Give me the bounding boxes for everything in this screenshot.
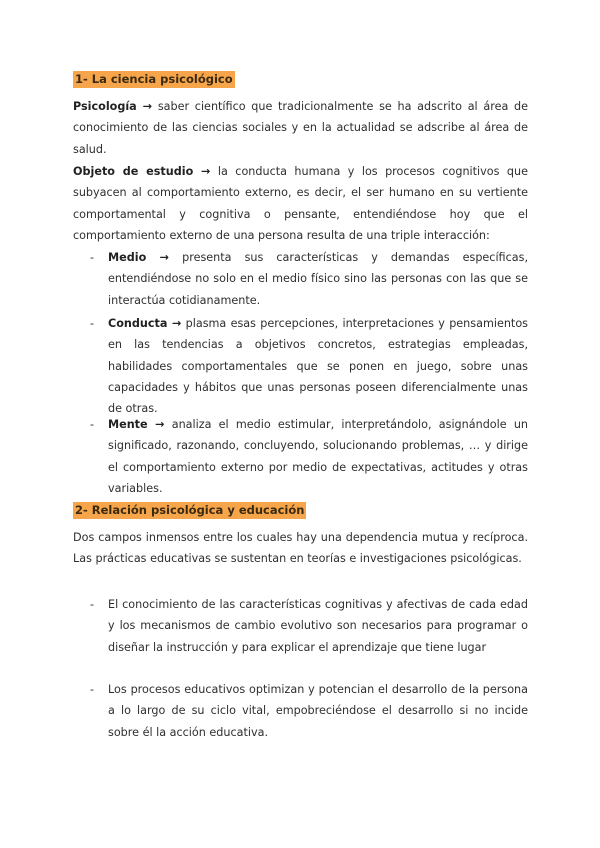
list-item-conocimiento [90,594,528,658]
bullet-dash: - [90,683,95,696]
bullet-dash: - [90,317,95,330]
relacion-paragraph: Dos campos inmensos entre los cuales hay una dependencia mutua y recíproca. Las prácticas educativas se sustentan en teorías e investigaciones psicológicas. [73,531,528,566]
bullet-dash: - [90,598,95,611]
section-1-heading: 1- La ciencia psicológico [75,72,233,86]
list-item-procesos [90,679,528,743]
conducta-text: plasma esas percepciones, interpretaciones y pensamientos en las tendencias a objetivos concretos, estrategias empleadas, habilidades comportamentales que se ponen en juego, sobre unas capacidades y hábitos que unas personas poseen diferencialmente unas de otras. [108,317,528,416]
medio-text: presenta sus características y demandas específicas, entendiéndose no solo en el medio físico sino las personas con las que se interactúa cotidianamente. [108,251,528,307]
list-item-medio [90,247,528,311]
objeto-estudio-paragraph [73,161,528,246]
objeto-estudio-term: Objeto de estudio → [73,165,211,178]
psicologia-definition: saber científico que tradicionalmente se ha adscrito al área de conocimiento de las ciencias sociales y en la actualidad se adscribe al área de salud. [73,100,528,156]
mente-term: Mente → [108,418,165,431]
list-item-conducta [90,313,528,419]
objeto-estudio-definition: la conducta humana y los procesos cognitivos que subyacen al comportamiento externo, es decir, el ser humano en su vertiente comportamental y cognitiva o pensante, entendiéndose hoy que el comportamiento externo de una persona resulta de una triple interacción: [73,165,528,242]
conocimiento-text: El conocimiento de las características cognitivas y afectivas de cada edad y los mecanismos de cambio evolutivo son necesarios para programar o diseñar la instrucción y para explicar el aprendizaje que tiene lugar [108,598,528,654]
medio-term: Medio → [108,251,170,264]
section-2-heading: 2- Relación psicológica y educación [75,503,305,517]
bullet-dash: - [90,418,95,431]
conducta-term: Conducta → [108,317,182,330]
psicologia-paragraph [73,96,528,160]
mente-text: analiza el medio estimular, interpretándolo, asignándole un significado, razonando, concluyendo, solucionando problemas, … y dirige el comportamiento externo por medio de expectativas, actitudes y otras variables. [108,418,528,495]
list-item-mente [90,414,528,499]
bullet-dash: - [90,251,95,264]
procesos-text: Los procesos educativos optimizan y potencian el desarrollo de la persona a lo largo de su ciclo vital, empobreciéndose el desarrollo si no incide sobre él la acción educativa. [108,683,528,739]
psicologia-term: Psicología → [73,100,153,113]
